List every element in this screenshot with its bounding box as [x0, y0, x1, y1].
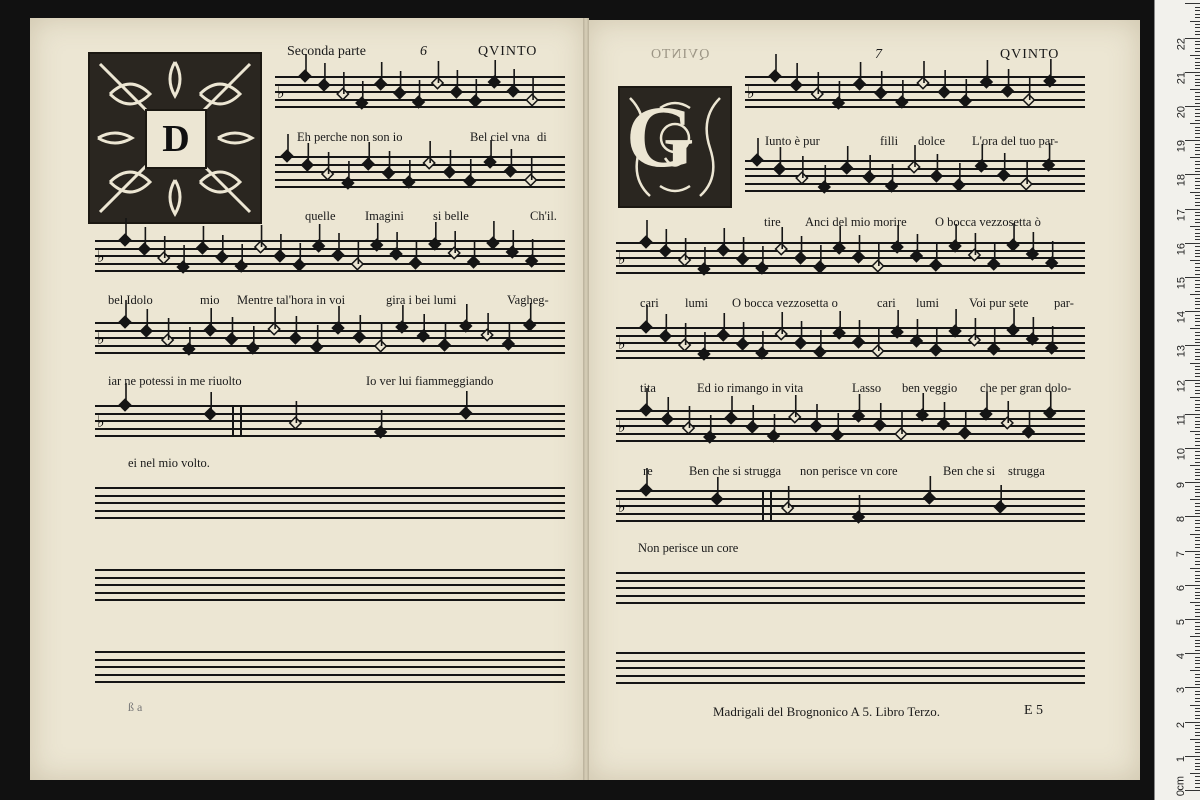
ruler-label: 19	[1175, 140, 1187, 153]
page-number-left: 6	[420, 44, 427, 59]
ruler-label: 16	[1175, 242, 1187, 256]
lyric-left-3e: Vagheg-	[507, 293, 549, 307]
lyric-right-5a: re	[643, 464, 653, 478]
lyric-right-2c: O bocca vezzosetta ò	[935, 215, 1041, 229]
lyric-left-1b: Bel ciel vna	[470, 130, 530, 144]
ruler-label: 13	[1175, 345, 1187, 358]
music-staff	[275, 156, 565, 186]
ruler-label: 7	[1175, 550, 1187, 557]
ruler-label: 12	[1175, 379, 1187, 392]
lyric-right-5e: strugga	[1008, 464, 1045, 478]
music-staff	[275, 76, 565, 106]
ruler-label: 21	[1175, 71, 1187, 85]
ruler-label: 15	[1175, 277, 1187, 290]
ruler-label: 9	[1175, 482, 1187, 489]
lyric-right-1a: Iunto è pur	[765, 134, 820, 148]
page-number-right: 7	[875, 47, 882, 62]
lyric-right-3c: O bocca vezzosetta o	[732, 296, 838, 310]
music-staff	[616, 490, 1085, 520]
lyric-right-1b: filli	[880, 134, 899, 148]
left-footer-mark: ß a	[128, 700, 143, 714]
lyric-right-3e: lumi	[916, 296, 939, 310]
music-staff	[95, 240, 565, 270]
lyric-left-2c: si belle	[433, 209, 469, 223]
signature-mark: E 5	[1024, 703, 1044, 718]
lyric-left-3b: mio	[200, 293, 220, 307]
music-staff	[95, 405, 565, 435]
measurement-ruler	[1154, 0, 1200, 800]
lyric-left-3a: bel Idolo	[108, 293, 153, 307]
svg-text:♭: ♭	[747, 83, 755, 102]
music-staff	[95, 569, 565, 599]
music-staff	[95, 322, 565, 352]
decorated-initial-g	[618, 86, 732, 208]
music-staff	[95, 651, 565, 681]
lyric-right-4d: ben veggio	[902, 381, 958, 395]
lyric-left-4b: Io ver lui fiammeggiando	[366, 374, 494, 388]
music-staff	[745, 160, 1085, 190]
lyric-right-4a: tita	[640, 381, 656, 395]
music-staff	[616, 327, 1085, 357]
lyric-right-1d: L'ora del tuo par-	[972, 134, 1059, 148]
svg-text:♭: ♭	[97, 247, 105, 266]
part-name-left: QVINTO	[478, 44, 538, 59]
music-staff	[616, 572, 1085, 602]
lyric-left-2b: Imagini	[365, 209, 404, 223]
lyric-left-4a: iar ne potessi in me riuolto	[108, 374, 242, 388]
barline	[762, 490, 772, 522]
lyric-right-4b: Ed io rimango in vita	[697, 381, 804, 395]
lyric-right-1c: dolce	[918, 134, 946, 148]
lyric-right-3a: cari	[640, 296, 659, 310]
svg-text:♭: ♭	[97, 329, 105, 348]
music-staff	[95, 487, 565, 517]
part-name-right: QVINTO	[1000, 47, 1060, 62]
svg-text:♭: ♭	[618, 334, 626, 353]
lyric-left-5a: ei nel mio volto.	[128, 456, 210, 470]
ruler-label: 8	[1175, 516, 1187, 523]
ruler-label: 4	[1175, 653, 1187, 660]
lyric-right-3d: cari	[877, 296, 896, 310]
music-staff	[616, 242, 1085, 272]
initial-letter-g: G	[626, 89, 695, 186]
book-gutter	[583, 18, 589, 780]
lyric-left-1a: Eh perche non son io	[297, 130, 403, 144]
ruler-label: 10	[1175, 448, 1187, 461]
svg-text:♭: ♭	[277, 83, 285, 102]
svg-text:♭: ♭	[618, 497, 626, 516]
music-staff	[616, 410, 1085, 440]
lyric-right-6a: Non perisce un core	[638, 541, 739, 555]
lyric-left-3c: Mentre tal'hora in voi	[237, 293, 346, 307]
ruler-label: 3	[1175, 687, 1187, 694]
svg-text:♭: ♭	[618, 417, 626, 436]
ruler-label: 5	[1175, 619, 1187, 626]
lyric-right-2b: Anci del mio morire	[805, 215, 907, 229]
music-staff	[616, 652, 1085, 682]
ruler-label: 18	[1175, 174, 1187, 187]
ruler-label: 14	[1175, 311, 1187, 324]
lyric-left-3d: gira i bei lumi	[386, 293, 457, 307]
lyric-right-3b: lumi	[685, 296, 708, 310]
decorated-initial-d	[88, 52, 262, 224]
ruler-label: 2	[1175, 721, 1187, 728]
initial-letter-d: D	[162, 118, 190, 160]
ruler-unit: cm	[1175, 776, 1187, 791]
ruler-label: 17	[1175, 208, 1187, 221]
lyric-right-5d: Ben che si	[943, 464, 996, 478]
lyric-right-3f: Voi pur sete	[969, 296, 1029, 310]
ruler-label: 6	[1175, 584, 1187, 591]
svg-text:♭: ♭	[97, 412, 105, 431]
lyric-right-3g: par-	[1054, 296, 1074, 310]
ruler-label: 11	[1175, 413, 1187, 426]
lyric-right-5c: non perisce vn core	[800, 464, 898, 478]
lyric-right-4e: che per gran dolo-	[980, 381, 1072, 395]
ruler-label: 0	[1175, 790, 1187, 797]
lyric-right-2a: tire	[764, 215, 781, 229]
ruler-label: 1	[1175, 755, 1187, 762]
lyric-left-2d: Ch'il.	[530, 209, 557, 223]
lyric-left-2a: quelle	[305, 209, 336, 223]
ruler-label: 22	[1175, 37, 1187, 50]
section-title: Seconda parte	[287, 44, 366, 59]
svg-text:♭: ♭	[618, 249, 626, 268]
barline	[232, 405, 242, 437]
book-title-footer: Madrigali del Brognonico A 5. Libro Terzo.	[713, 704, 941, 719]
music-staff	[745, 76, 1085, 106]
lyric-left-1c: di	[537, 130, 547, 144]
ruler-label: 20	[1175, 106, 1187, 119]
lyric-right-5b: Ben che si strugga	[689, 464, 781, 478]
bleed-through-header: QVINTO	[650, 47, 710, 62]
lyric-right-4c: Lasso	[852, 381, 882, 395]
